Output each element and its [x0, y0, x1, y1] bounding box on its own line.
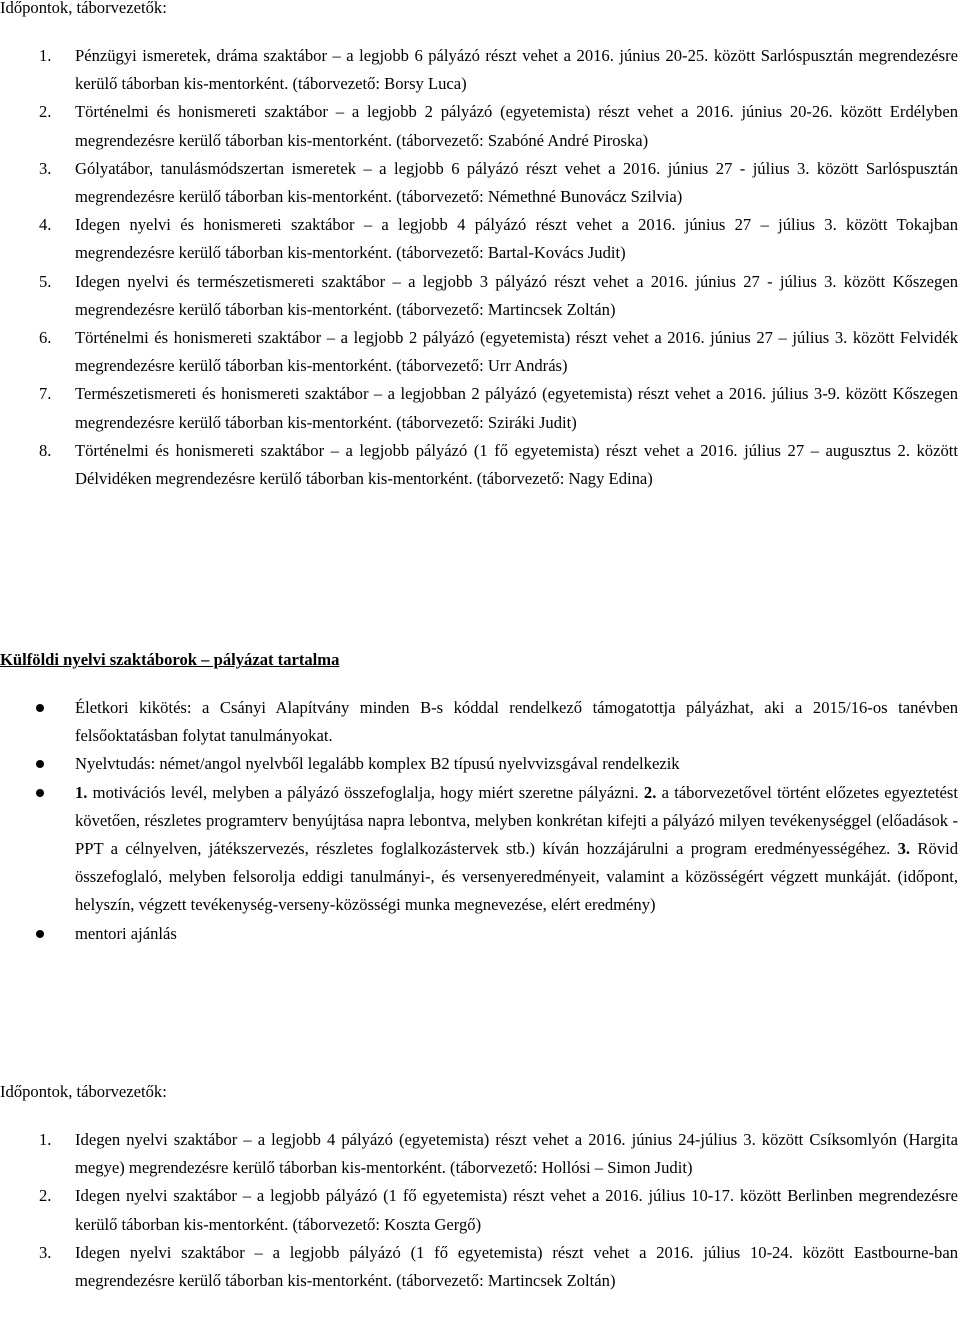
- list-item-text: Természetismereti és honismereti szaktábor – a legjobban 2 pályázó (egyetemista) részt vehet a 2016. július 3-9. között Kőszegen megrendezésre kerülő táborban kis-mentorként. (táborvezető: Sziráki Judit): [75, 384, 958, 432]
- list-number: 4.: [39, 215, 52, 235]
- section-heading-dates-leaders: Időpontok, táborvezetők:: [0, 0, 167, 17]
- list-item: [0, 155, 958, 211]
- list-number: 3.: [39, 158, 52, 178]
- list-item: [0, 437, 958, 493]
- point-number: 2.: [643, 782, 657, 802]
- point-text: Rövid összefoglaló, melyben felsorolja eddigi tanulmányi-, és versenyeredményeit, valamint a közösségért végzett munkáját. (időpont, helyszín, végzett tevékenység-verseny-közösségi munka megnevezése, elért eredmény): [75, 839, 958, 915]
- bullet-mentor-recommendation: mentori ajánlás: [75, 923, 177, 943]
- list-number: 5.: [39, 271, 52, 291]
- list-item-text: Idegen nyelvi szaktábor – a legjobb pályázó (1 fő egyetemista) részt vehet a 2016. július 10-24. között Eastbourne-ban megrendezésre kerülő táborban kis-mentorként. (táborvezető: Martincsek Zoltán): [75, 1242, 958, 1291]
- list-item-text: Idegen nyelvi szaktábor – a legjobb 4 pályázó (egyetemista) részt vehet a 2016. június 24-július 3. között Csíksomlyón (Hargita megye) megrendezésre kerülő táborban kis-mentorként. (táborvezető: Hollósi – Simon Judit): [75, 1130, 958, 1178]
- list-number: 6.: [39, 328, 52, 348]
- list-item: [0, 98, 958, 154]
- list-number: 7.: [39, 384, 52, 404]
- list-item-text: Pénzügyi ismeretek, dráma szaktábor – a legjobb 6 pályázó részt vehet a 2016. június 20-25. között Sarlóspusztán megrendezésre kerülő táborban kis-mentorként. (táborvezető: Borsy Luca): [75, 46, 958, 94]
- list-item-text: Idegen nyelvi és természetismereti szaktábor – a legjobb 3 pályázó részt vehet a 2016. június 27 - július 3. között Kőszegen megrendezésre kerülő táborban kis-mentorként. (táborvezető: Martincsek Zoltán): [75, 271, 958, 319]
- point-text: a táborvezetővel történt előzetes egyeztetést követően, részletes programterv benyújtása napra lebontva, melyben konkrétan kifejti a pályázó milyen tevékenységgel (előadások - PPT a célnyelven, játékszervezés, részletes foglalkozástervek stb.) kíván hozzájárulni a program eredményességéhez.: [75, 782, 958, 859]
- list-item-text: Történelmi és honismereti szaktábor – a legjobb pályázó (1 fő egyetemista) részt vehet a 2016. július 27 – augusztus 2. között Délvidéken megrendezésre kerülő táborban kis-mentorként. (táborvezető: Nagy Edina): [75, 440, 958, 489]
- list-number: 1.: [39, 46, 52, 65]
- point-text: motivációs levél, melyben a pályázó összefoglalja, hogy miért szeretne pályázni.: [87, 782, 644, 802]
- point-number: 1.: [75, 782, 88, 802]
- list-number: 8.: [39, 440, 52, 460]
- bullet-icon: [36, 760, 44, 768]
- section-heading-dates-leaders-foreign: Időpontok, táborvezetők:: [0, 1082, 167, 1101]
- list-item-text: Gólyatábor, tanulásmódszertan ismeretek – a legjobb 6 pályázó részt vehet a 2016. június 27 - július 3. között Sarlóspusztán megrendezésre kerülő táborban kis-mentorként. (táborvezető: Némethné Bunovácz Szilvia): [75, 158, 958, 207]
- list-item-text: Történelmi és honismereti szaktábor – a legjobb 2 pályázó (egyetemista) részt vehet a 2016. június 20-26. között Erdélyben megrendezésre kerülő táborban kis-mentorként. (táborvezető: Szabóné André Piroska): [75, 102, 958, 150]
- list-item: [0, 750, 958, 778]
- list-item: [0, 1182, 958, 1238]
- list-item: [0, 324, 958, 380]
- bullet-age-requirement: Életkori kikötés: a Csányi Alapítvány minden B-s kóddal rendelkező támogatottja pályázhat, aki a 2015/16-os tanévben felsőoktatásban folytat tanulmányokat.: [75, 698, 958, 746]
- list-item: [0, 380, 958, 436]
- bullet-icon: [36, 789, 44, 797]
- bullet-icon: [36, 704, 44, 712]
- list-item: [0, 268, 958, 324]
- list-number: 1.: [39, 1130, 52, 1149]
- application-content-list: [0, 694, 958, 948]
- list-item-text: Idegen nyelvi szaktábor – a legjobb pályázó (1 fő egyetemista) részt vehet a 2016. július 10-17. között Berlinben megrendezésre kerülő táborban kis-mentorként. (táborvezető: Koszta Gergő): [75, 1186, 958, 1234]
- camp-list-foreign: [0, 1126, 958, 1295]
- list-item: [0, 779, 958, 920]
- section-heading-foreign-camps: Külföldi nyelvi szaktáborok – pályázat tartalma: [0, 650, 340, 669]
- bullet-language-requirement: Nyelvtudás: német/angol nyelvből legalább komplex B2 típusú nyelvvizsgával rendelkezik: [75, 754, 680, 774]
- list-number: 2.: [39, 1186, 52, 1206]
- list-item-text: Idegen nyelvi és honismereti szaktábor – a legjobb 4 pályázó részt vehet a 2016. június 27 – július 3. között Tokajban megrendezésre kerülő táborban kis-mentorként. (táborvezető: Bartal-Kovács Judit): [75, 215, 958, 263]
- list-item: [0, 1239, 958, 1295]
- list-number: 3.: [39, 1242, 52, 1262]
- list-item: [0, 694, 958, 750]
- camp-list-domestic: [0, 42, 958, 493]
- list-number: 2.: [39, 102, 52, 122]
- point-number: 3.: [897, 839, 911, 859]
- list-item: [0, 42, 958, 98]
- list-item: [0, 920, 958, 948]
- list-item: [0, 1126, 958, 1182]
- list-item: [0, 211, 958, 267]
- list-item-text: Történelmi és honismereti szaktábor – a legjobb 2 pályázó (egyetemista) részt vehet a 2016. június 27 – július 3. között Felvidék megrendezésre kerülő táborban kis-mentorként. (táborvezető: Urr András): [75, 328, 958, 376]
- bullet-icon: [36, 930, 44, 938]
